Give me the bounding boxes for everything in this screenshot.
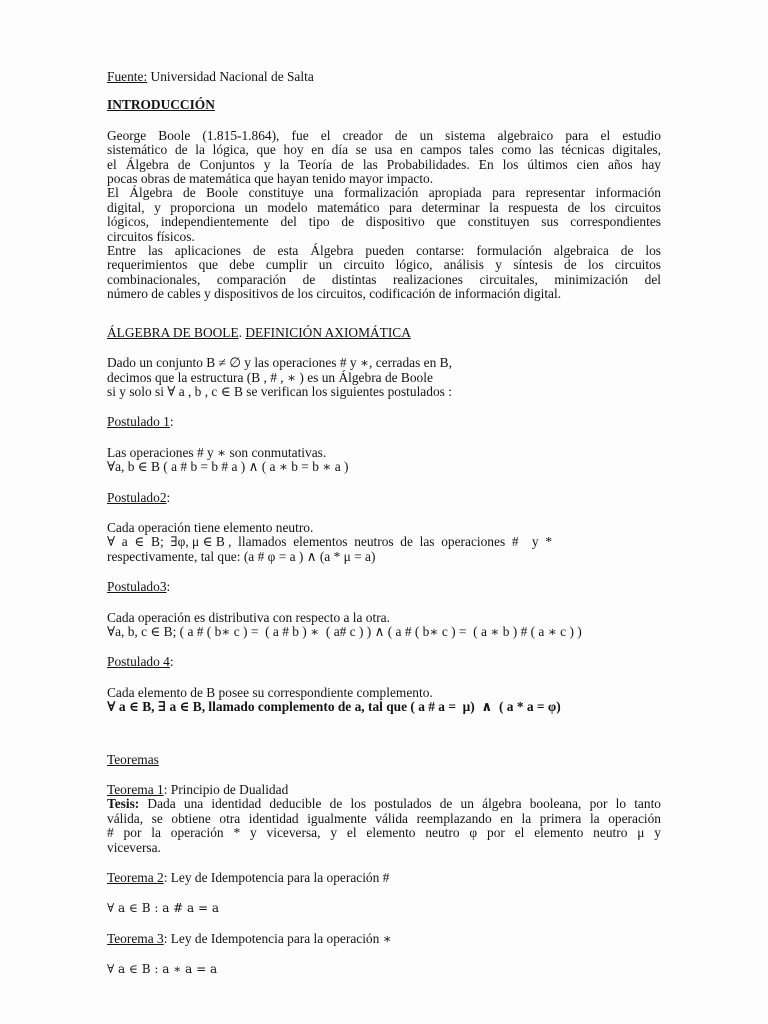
- text-line: Dado un conjunto B ≠ ∅ y las operaciones # y ∗, cerradas en B,: [107, 355, 452, 371]
- teorema-title-rest: : Ley de Idempotencia para la operación #: [163, 870, 390, 886]
- text-line: circuitos físicos.: [107, 228, 195, 244]
- tesis-text: Dada una identidad deducible de los postulados de un álgebra booleana, por lo tanto: [139, 796, 661, 812]
- postulado-4-title: [107, 655, 661, 669]
- text-line: si y solo si ∀ a , b , c ∈ B se verifican los siguientes postulados :: [107, 383, 452, 399]
- teorema-3-formula: ∀ a ∈ B : a ∗ a = a: [107, 962, 218, 977]
- postulado-title-suffix: :: [166, 579, 171, 595]
- teorema-3-title: [107, 932, 661, 946]
- teoremas-heading: Teoremas: [107, 751, 159, 767]
- text-line: combinacionales, comparación de distintas realizaciones circuitales, minimización del: [107, 271, 661, 287]
- text-line: # por la operación * y viceversa, y el elemento neutro φ por el elemento neutro μ y: [107, 825, 661, 841]
- teorema-title-rest: : Principio de Dualidad: [163, 782, 289, 797]
- text-line: Las operaciones # y ∗ son conmutativas.: [107, 444, 327, 460]
- text-line: digital, y proporciona un modelo matemático para determinar la respuesta de los circuitos: [107, 199, 661, 215]
- intro-paragraph-1: [107, 129, 661, 187]
- postulado-title-suffix: :: [166, 489, 171, 505]
- formula-line: ∀a, b ∈ B ( a # b = b # a ) ∧ ( a ∗ b = b ∗ a ): [107, 459, 349, 475]
- definition-block: [107, 356, 661, 399]
- text-line: Cada operación es distributiva con respecto a la otra.: [107, 609, 390, 625]
- text-line: El Álgebra de Boole constituye una formalización apropiada para representar información: [107, 185, 661, 201]
- postulado-title-text: Postulado2: [107, 489, 167, 505]
- formula-line: respectivamente, tal que: (a # φ = a ) ∧ (a * μ = a): [107, 548, 376, 564]
- teorema-title-rest: : Ley de Idempotencia para la operación ∗: [163, 930, 392, 946]
- tesis-label: Tesis:: [107, 796, 140, 812]
- algebra-heading: [107, 326, 661, 340]
- teorema-title-text: Teorema 3: [107, 930, 164, 946]
- postulado-3-title: [107, 580, 661, 594]
- document-page: [107, 70, 661, 977]
- intro-paragraph-2: [107, 186, 661, 244]
- text-line: sistemático de la lógica, que hoy en día se usa en campos tales como las técnicas digitales,: [107, 142, 661, 158]
- formula-line: ∀ a ∈ B, ∃ a ∈ B, llamado complemento de a, tal que ( a # a = μ) ∧ ( a * a = φ): [107, 699, 561, 715]
- text-line: Entre las aplicaciones de esta Álgebra pueden contarse: formulación algebraica de los: [107, 243, 661, 259]
- source-label: Fuente:: [107, 69, 148, 84]
- text-line: requerimientos que debe cumplir un circuito lógico, análisis y síntesis de los circuitos: [107, 257, 661, 273]
- algebra-heading-sep: .: [238, 324, 246, 340]
- postulado-2-title: [107, 491, 661, 505]
- text-line: pocas obras de matemática que hayan tenido mayor impacto.: [107, 171, 434, 187]
- formula-line: ∀a, b, c ∈ B; ( a # ( b∗ c ) = ( a # b ) ∗ ( a# c ) ) ∧ ( a # ( b∗ c ) = ( a ∗ b ) # ( a ∗ c ) ): [107, 623, 582, 639]
- text-line: [107, 797, 661, 811]
- teorema-title-text: Teorema 2: [107, 870, 164, 886]
- postulado-title-suffix: :: [169, 414, 174, 430]
- teorema-title-text: Teorema 1: [107, 782, 164, 797]
- teorema-2-formula: ∀ a ∈ B : a # a = a: [107, 901, 220, 916]
- algebra-heading-part-a: ÁLGEBRA DE BOOLE: [107, 324, 239, 340]
- text-line: Cada operación tiene elemento neutro.: [107, 519, 314, 535]
- algebra-heading-part-b: DEFINICIÓN AXIOMÁTICA: [245, 324, 411, 340]
- postulado-title-text: Postulado3: [107, 579, 167, 595]
- postulado-1-title: [107, 415, 661, 429]
- text-line: válida, se obtiene otra identidad igualmente válida reemplazando en la primera la operación: [107, 810, 661, 826]
- teorema-2-title: [107, 871, 661, 885]
- formula-line: ∀ a ∈ B; ∃φ, μ ∈ B , llamados elementos neutros de las operaciones # y *: [107, 534, 553, 550]
- teorema-1-tesis: [107, 797, 661, 855]
- text-line: Cada elemento de B posee su correspondiente complemento.: [107, 684, 433, 700]
- source-line: [107, 70, 661, 84]
- text-line: lógicos, independientemente del tipo de dispositivo que constituyen sus correspondientes: [107, 214, 661, 230]
- text-line: el Álgebra de Conjuntos y la Teoría de las Probabilidades. En los últimos cien años hay: [107, 156, 661, 172]
- source-text: Universidad Nacional de Salta: [147, 69, 314, 84]
- postulado-title-text: Postulado 1: [107, 414, 170, 430]
- postulado-title-suffix: :: [169, 654, 174, 670]
- postulado-title-text: Postulado 4: [107, 654, 170, 670]
- text-line: viceversa.: [107, 839, 161, 855]
- teorema-1-title: [107, 783, 661, 797]
- text-line: número de cables y dispositivos de los circuitos, codificación de información digital.: [107, 286, 562, 302]
- intro-heading: INTRODUCCIÓN: [107, 97, 215, 113]
- text-line: George Boole (1.815-1.864), fue el creador de un sistema algebraico para el estudio: [107, 127, 661, 143]
- text-line: decimos que la estructura (B , # , ∗ ) es un Álgebra de Boole: [107, 369, 433, 385]
- intro-paragraph-3: [107, 244, 661, 302]
